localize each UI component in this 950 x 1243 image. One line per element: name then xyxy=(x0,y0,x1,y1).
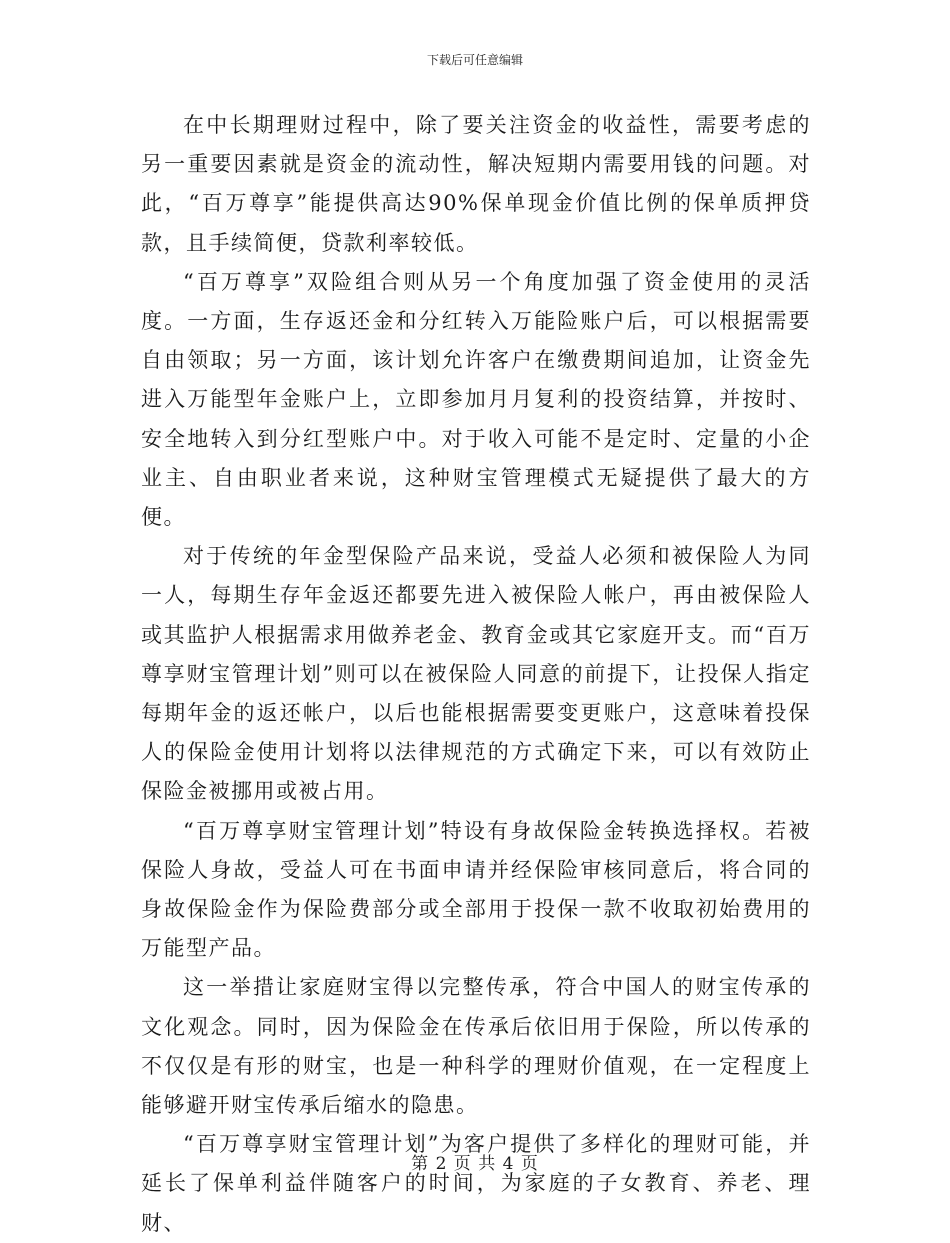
paragraph-2: “百万尊享”双险组合则从另一个角度加强了资金使用的灵活度。一方面，生存返还金和分红转入万能险账户后，可以根据需要自由领取；另一方面，该计划允许客户在缴费期间追加，让资金先进入万能型年金账户上，立即参加月月复利的投资结算，并按时、安全地转入到分红型账户中。对于收入可能不是定时、定量的小企业主、自由职业者来说，这种财宝管理模式无疑提供了最大的方便。 xyxy=(141,269,811,530)
paragraph-1: 在中长期理财过程中，除了要关注资金的收益性，需要考虑的另一重要因素就是资金的流动性，解决短期内需要用钱的问题。对此，“百万尊享”能提供高达90%保单现金价值比例的保单质押贷款，且手续简便，贷款利率较低。 xyxy=(141,113,811,255)
paragraph-4: “百万尊享财宝管理计划”特设有身故保险金转换选择权。若被保险人身故，受益人可在书面申请并经保险审核同意后，将合同的身故保险金作为保险费部分或全部用于投保一款不收取初始费用的万能型产品。 xyxy=(141,818,811,961)
header-text: 下载后可任意编辑 xyxy=(426,53,523,67)
footer-suffix: 页 xyxy=(520,1154,539,1174)
paragraph-3: 对于传统的年金型保险产品来说，受益人必须和被保险人为同一人，每期生存年金返还都要先进入被保险人帐户，再由被保险人或其监护人根据需求用做养老金、教育金或其它家庭开支。而“百万尊享财宝管理计划”则可以在被保险人同意的前提下，让投保人指定每期年金的返还帐户，以后也能根据需要变更账户，这意味着投保人的保险金使用计划将以法律规范的方式确定下来，可以有效防止保险金被挪用或被占用。 xyxy=(141,544,811,804)
document-body xyxy=(141,106,811,1243)
footer-total-pages: 4 xyxy=(502,1154,515,1174)
paragraph-6: “百万尊享财宝管理计划”为客户提供了多样化的理财可能，并延长了保单利益伴随客户的时间，为家庭的子女教育、养老、理财、 xyxy=(141,1132,811,1235)
paragraph-5: 这一举措让家庭财宝得以完整传承，符合中国人的财宝传承的文化观念。同时，因为保险金在传承后依旧用于保险，所以传承的不仅仅是有形的财宝，也是一种科学的理财价值观，在一定程度上能够避开财宝传承后缩水的隐患。 xyxy=(141,975,811,1118)
footer-prefix: 第 xyxy=(411,1154,430,1174)
footer-current-page: 2 xyxy=(435,1154,448,1174)
footer-middle: 页 共 xyxy=(453,1154,497,1174)
page-header xyxy=(0,52,950,68)
page-footer xyxy=(0,1153,950,1175)
